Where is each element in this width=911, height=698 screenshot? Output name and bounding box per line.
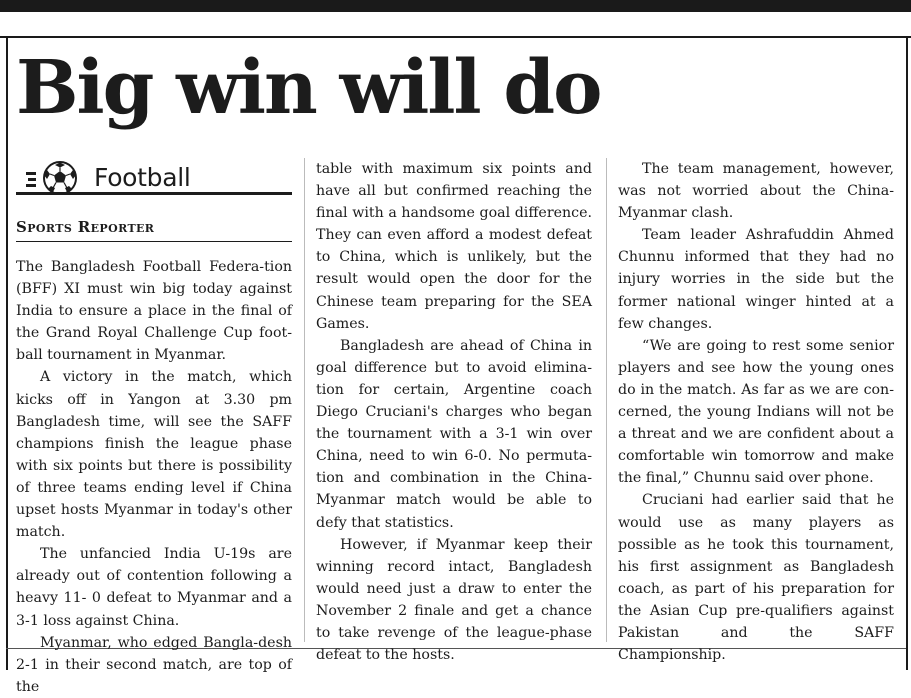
paragraph: “We are going to rest some senior players and see how the young ones do in the match. As far as we are con-cerned, the young Indians will not be a threat and we are confident about a comfortable win tomorrow and make the final,” Chunnu said over phone. — [618, 337, 894, 487]
column-divider — [304, 158, 305, 642]
paragraph: table with maximum six points and have all but confirmed reaching the final with a handsome goal difference. They can even afford a modest defeat to China, which is unlikely, but the result would open the door for the Chinese team preparing for the SEA Games. — [316, 161, 592, 332]
column-divider — [606, 158, 607, 642]
section-rule — [16, 192, 292, 195]
section-label: Football — [94, 163, 191, 192]
paragraph: The team management, however, was not worried about the China-Myanmar clash. — [618, 161, 894, 222]
right-border — [906, 36, 908, 670]
paragraph: Cruciani had earlier said that he would use as many players as possible as he took this tournament, his first assignment as Bangladesh coach, as part of his preparation for the Asian Cup pre-qualifiers against Pakistan and the SAFF Championship. — [618, 492, 894, 664]
paragraph: Myanmar, who edged Bangla-desh 2-1 in their second match, are top of the — [16, 634, 292, 695]
paragraph: The Bangladesh Football Federa-tion (BFF) XI must win big today against India to ensure a place in the final of the Grand Royal Challenge Cup foot-ball tournament in Myanmar. — [16, 259, 292, 364]
article-column-1 — [16, 256, 292, 698]
left-border — [6, 36, 8, 670]
paragraph: The unfancied India U-19s are already out of contention following a heavy 11- 0 defeat to Myanmar and a 3-1 loss against China. — [16, 546, 292, 629]
byline-rule — [16, 241, 292, 242]
paragraph: Bangladesh are ahead of China in goal difference but to avoid elimina-tion for certain, Argentine coach Diego Cruciani's charges who began the tournament with a 3-1 win over China, need to win 6-0. No permuta-tion and combination in the China-Myanmar match would be able to defy that statistics. — [316, 337, 592, 531]
paragraph: A victory in the match, which kicks off in Yangon at 3.30 pm Bangladesh time, will see the SAFF champions finish the league phase with six points but there is possibility of three teams ending level if China upset hosts Myanmar in today's other match. — [16, 369, 292, 541]
article-column-3 — [618, 158, 894, 666]
section-tag — [16, 160, 292, 196]
soccer-ball-icon — [26, 160, 84, 196]
article-column-2 — [316, 158, 592, 666]
paragraph: Team leader Ashrafuddin Ahmed Chunnu informed that they had no injury worries in the side but the former national winger hinted at a few changes. — [618, 227, 894, 332]
article-headline: Big win will do — [16, 45, 601, 131]
top-border-bar — [0, 0, 911, 12]
paragraph: However, if Myanmar keep their winning record intact, Bangladesh would need just a draw to enter the November 2 finale and get a chance to take revenge of the league-phase defeat to the hosts. — [316, 536, 592, 664]
byline: Sports Reporter — [16, 218, 155, 236]
